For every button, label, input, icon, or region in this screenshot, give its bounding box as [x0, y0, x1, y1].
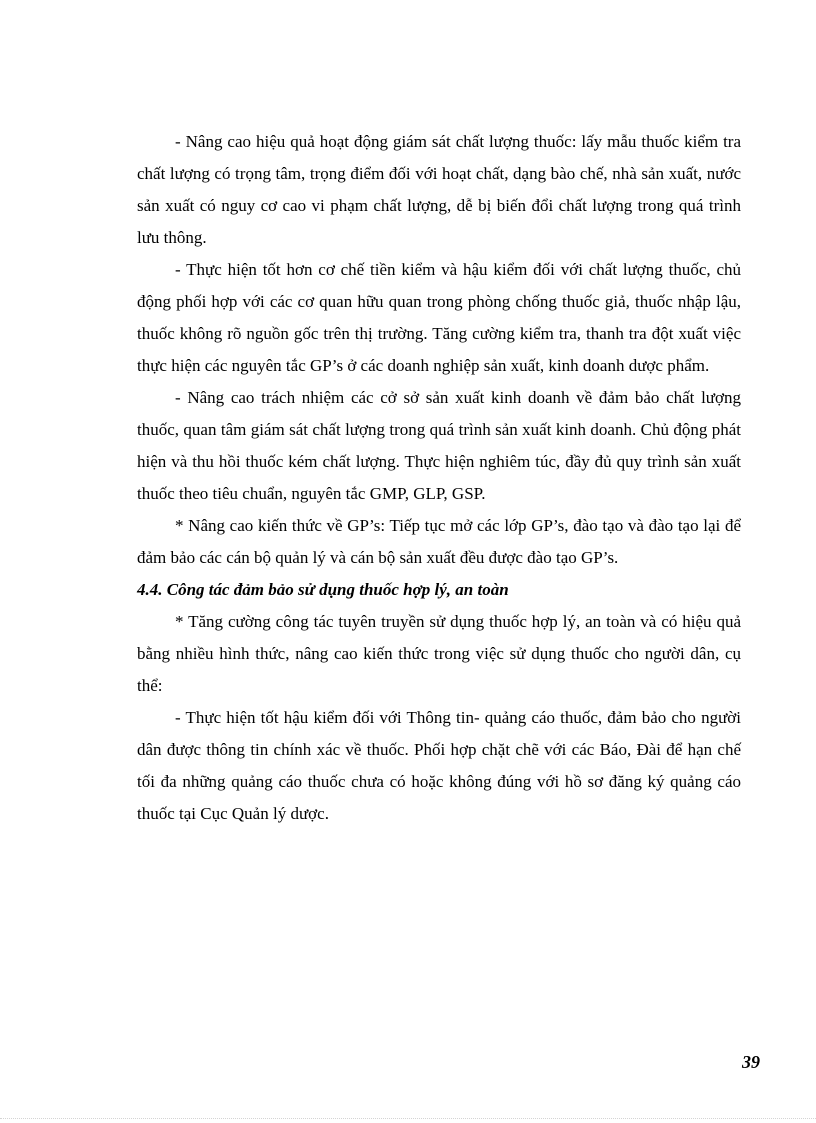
page-number: 39: [742, 1052, 760, 1072]
footer-divider: [0, 1118, 816, 1119]
paragraph-rational-use: * Tăng cường công tác tuyên truyền sử dụng thuốc hợp lý, an toàn và có hiệu quả bằng nhiều hình thức, nâng cao kiến thức trong việc sử dụng thuốc cho người dân, cụ thể:: [137, 612, 741, 695]
paragraph-advertising-control: - Thực hiện tốt hậu kiểm đối với Thông tin- quảng cáo thuốc, đảm bảo cho người dân được thông tin chính xác về thuốc. Phối hợp chặt chẽ với các Báo, Đài để hạn chế tối đa những quảng cáo thuốc chưa có hoặc không đúng với hồ sơ đăng ký quảng cáo thuốc tại Cục Quản lý dược.: [137, 708, 741, 823]
page-body: [137, 126, 741, 830]
paragraph-pre-post-inspection: - Thực hiện tốt hơn cơ chế tiền kiểm và hậu kiểm đối với chất lượng thuốc, chủ động phối hợp với các cơ quan hữu quan trong phòng chống thuốc giả, thuốc nhập lậu, thuốc không rõ nguồn gốc trên thị trường. Tăng cường kiểm tra, thanh tra đột xuất việc thực hiện các nguyên tắc GP’s ở các doanh nghiệp sản xuất, kinh doanh dược phẩm.: [137, 260, 741, 375]
paragraph-gp-training: * Nâng cao kiến thức về GP’s: Tiếp tục mở các lớp GP’s, đào tạo và đào tạo lại để đảm bảo các cán bộ quản lý và cán bộ sản xuất đều được đào tạo GP’s.: [137, 516, 741, 567]
paragraph-producer-responsibility: - Nâng cao trách nhiệm các cở sở sản xuất kinh doanh về đảm bảo chất lượng thuốc, quan tâm giám sát chất lượng trong quá trình sản xuất kinh doanh. Chủ động phát hiện và thu hồi thuốc kém chất lượng. Thực hiện nghiêm túc, đầy đủ quy trình sản xuất thuốc theo tiêu chuẩn, nguyên tắc GMP, GLP, GSP.: [137, 388, 741, 503]
paragraph-quality-supervision: - Nâng cao hiệu quả hoạt động giám sát chất lượng thuốc: lấy mẫu thuốc kiểm tra chất lượng có trọng tâm, trọng điểm đối với hoạt chất, dạng bào chế, nhà sản xuất, nước sản xuất có nguy cơ cao vi phạm chất lượng, dễ bị biến đổi chất lượng trong quá trình lưu thông.: [137, 132, 741, 247]
section-heading: 4.4. Công tác đảm bảo sử dụng thuốc hợp lý, an toàn: [137, 580, 509, 599]
